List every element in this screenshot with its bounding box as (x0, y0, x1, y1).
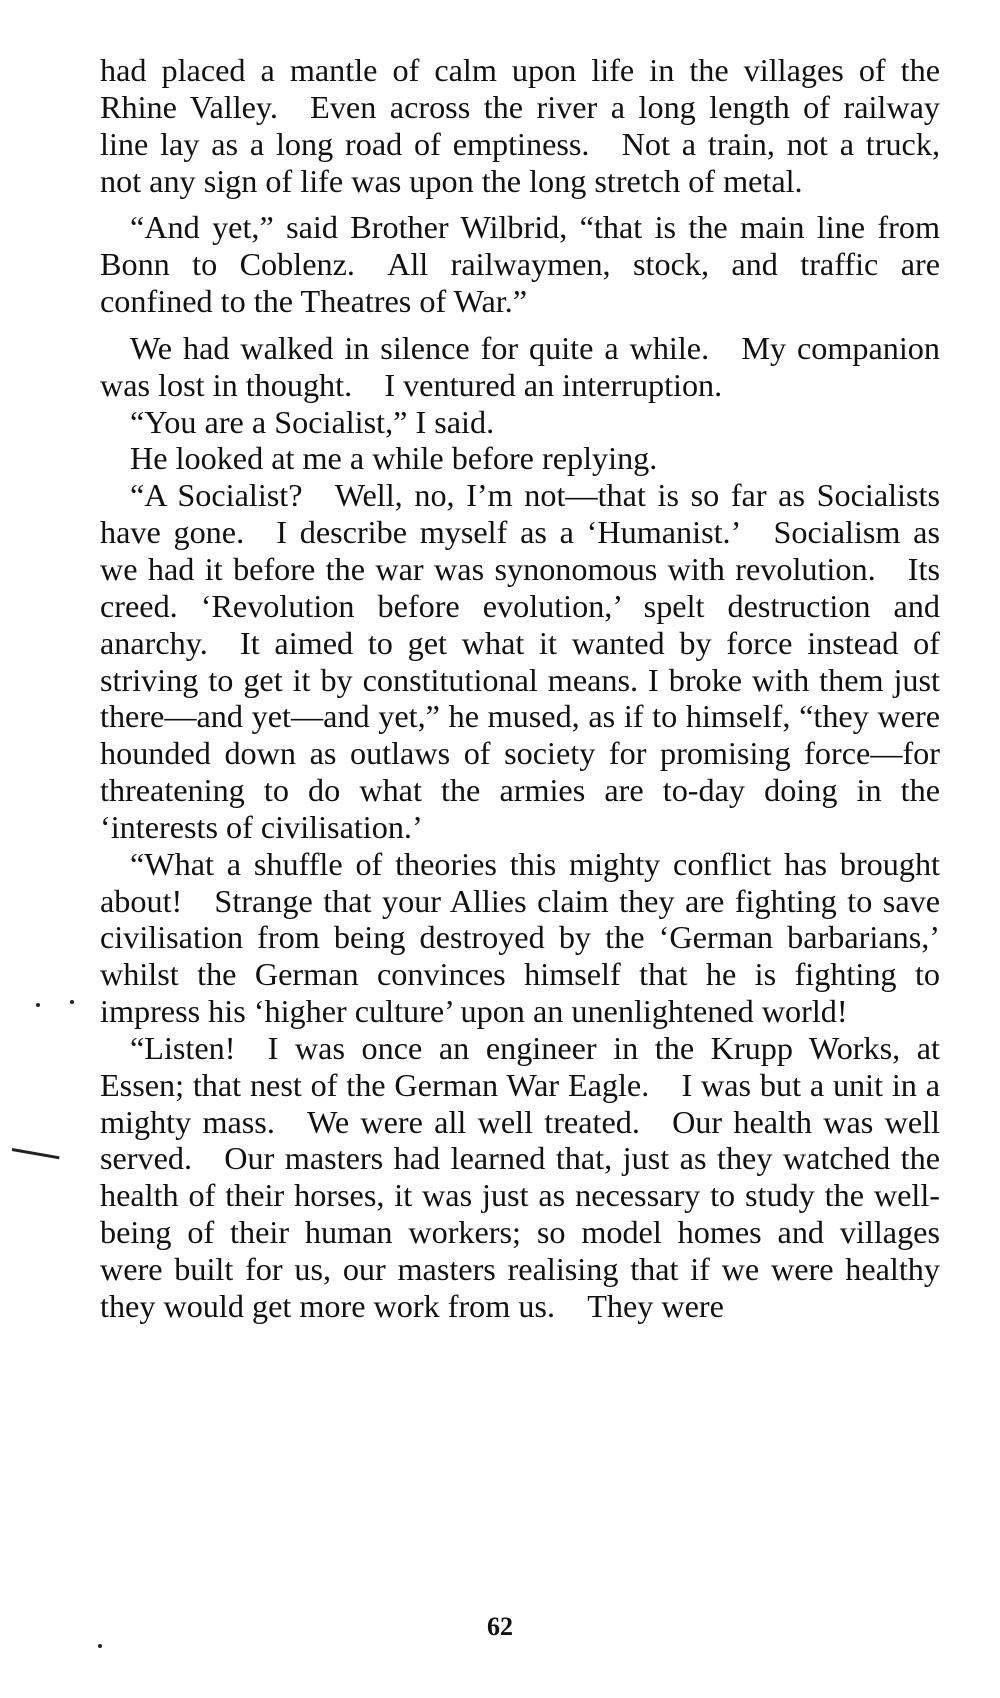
margin-speck (98, 1644, 102, 1648)
paragraph-7: “What a shuffle of theories this mighty conflict has brought about! Strange that your Allies claim they are fighting to save civilisation from being destroyed by the ‘German barbarians,’ whilst the German convinces himself that he is fighting to impress his ‘higher culture’ upon an unenlightened world! (100, 845, 940, 1030)
paragraph-4: “You are a Socialist,” I said. (130, 403, 495, 440)
margin-dash-mark (12, 1148, 60, 1159)
paragraph-1: had placed a mantle of calm upon life in the villages of the Rhine Valley. Even across the river a long length of railway line lay as a long road of emptiness. Not a train, not a truck, not any sign of life was upon the long stretch of metal. (100, 52, 940, 199)
margin-speck (36, 1003, 40, 1007)
page-number: 62 (487, 1612, 513, 1641)
paragraph-5: He looked at me a while before replying. (130, 440, 658, 477)
paragraph-6: “A Socialist? Well, no, I’m not—that is so far as Socialists have gone. I describe myself as a ‘Humanist.’ Socialism as we had it before the war was synonomous with revolution. Its creed. ‘Revolution before evolution,’ spelt destruction and anarchy. It aimed to get what it wanted by force instead of striving to get it by constitutional means. I broke with them just there—and yet—and yet,” he mused, as if to himself, “they were hounded down as outlaws of society for promising force—for threatening to do what the armies are to-day doing in the ‘interests of civilisation.’ (100, 477, 940, 845)
paragraph-3: We had walked in silence for quite a while. My companion was lost in thought. I ventured an interruption. (100, 329, 940, 403)
body-text (100, 52, 940, 1325)
margin-speck (70, 1000, 74, 1004)
paragraph-2: “And yet,” said Brother Wilbrid, “that is the main line from Bonn to Coblenz. All railwaymen, stock, and traffic are confined to the Theatres of War.” (100, 209, 940, 320)
paragraph-8: “Listen! I was once an engineer in the Krupp Works, at Essen; that nest of the German War Eagle. I was but a unit in a mighty mass. We were all well treated. Our health was well served. Our masters had learned that, just as they watched the health of their horses, it was just as necessary to study the well-being of their human workers; so model homes and villages were built for us, our masters realising that if we were healthy they would get more work from us. They were (100, 1029, 940, 1324)
